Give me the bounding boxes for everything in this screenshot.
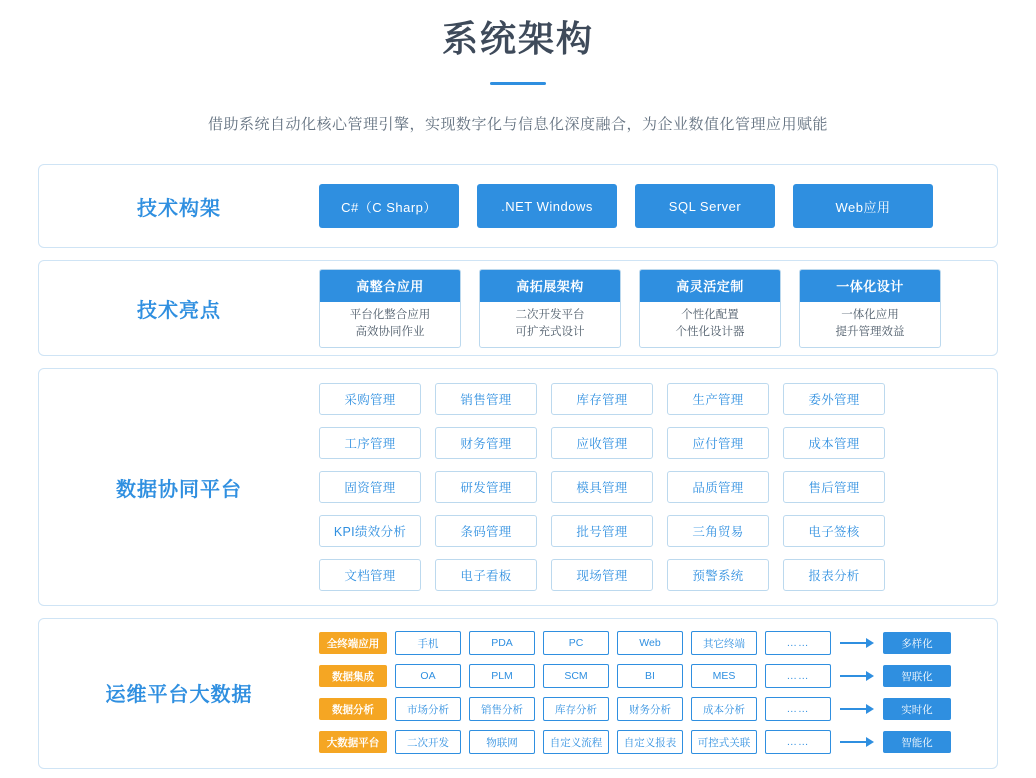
ops-item-chip[interactable]: Web (617, 631, 683, 655)
data-module-chip[interactable]: 库存管理 (551, 383, 653, 415)
highlight-card-title: 高整合应用 (320, 270, 460, 302)
ops-item-chip[interactable]: 库存分析 (543, 697, 609, 721)
section-tech-framework (38, 164, 998, 248)
data-module-chip[interactable]: 预警系统 (667, 559, 769, 591)
highlight-card-line: 一体化应用 (841, 308, 899, 321)
ops-category-chip[interactable]: 大数据平台 (319, 731, 387, 753)
sections-container (38, 164, 998, 769)
ops-row (319, 631, 983, 655)
highlight-card-line: 可扩充式设计 (515, 325, 585, 338)
ops-result-chip[interactable]: 多样化 (883, 632, 951, 654)
ops-item-chip[interactable]: 其它终端 (691, 631, 757, 655)
arrow-right-icon (839, 731, 875, 753)
data-module-chip[interactable]: 销售管理 (435, 383, 537, 415)
ops-row (319, 664, 983, 688)
highlight-card-line: 二次开发平台 (515, 308, 585, 321)
data-module-chip[interactable]: 成本管理 (783, 427, 885, 459)
data-module-chip[interactable]: 研发管理 (435, 471, 537, 503)
section-label-tech-highlights: 技术亮点 (137, 299, 221, 322)
ops-result-chip[interactable]: 智能化 (883, 731, 951, 753)
ops-item-chip[interactable]: …… (765, 664, 831, 688)
tech-chip[interactable]: C#（C Sharp） (319, 184, 459, 228)
ops-item-chip[interactable]: 可控式关联 (691, 730, 757, 754)
arrow-right-icon (839, 665, 875, 687)
ops-item-chip[interactable]: BI (617, 664, 683, 688)
section-data-platform (38, 368, 998, 606)
ops-item-chip[interactable]: PDA (469, 631, 535, 655)
data-module-chip[interactable]: 条码管理 (435, 515, 537, 547)
ops-item-chip[interactable]: 物联网 (469, 730, 535, 754)
highlight-card[interactable] (799, 269, 941, 348)
data-module-chip[interactable]: 电子签核 (783, 515, 885, 547)
tech-chip[interactable]: SQL Server (635, 184, 775, 228)
section-body-tech-highlights (319, 269, 997, 348)
data-module-chip[interactable]: 品质管理 (667, 471, 769, 503)
highlight-card-lines (480, 302, 620, 347)
data-module-chip[interactable]: 文档管理 (319, 559, 421, 591)
section-body-ops-bigdata (319, 631, 997, 754)
data-module-chip[interactable]: 财务管理 (435, 427, 537, 459)
ops-item-chip[interactable]: MES (691, 664, 757, 688)
ops-item-chip[interactable]: PC (543, 631, 609, 655)
arrow-right-icon (839, 698, 875, 720)
data-module-chip[interactable]: 三角贸易 (667, 515, 769, 547)
ops-item-chip[interactable]: 二次开发 (395, 730, 461, 754)
ops-category-chip[interactable]: 数据集成 (319, 665, 387, 687)
data-module-chip[interactable]: 现场管理 (551, 559, 653, 591)
arrow-right-icon (839, 632, 875, 654)
ops-item-chip[interactable]: 手机 (395, 631, 461, 655)
highlight-card-line: 个性化设计器 (675, 325, 745, 338)
ops-row (319, 730, 983, 754)
ops-result-chip[interactable]: 智联化 (883, 665, 951, 687)
page-subtitle: 借助系统自动化核心管理引擎，实现数字化与信息化深度融合，为企业数值化管理应用赋能 (207, 116, 828, 133)
ops-category-chip[interactable]: 全终端应用 (319, 632, 387, 654)
data-module-chip[interactable]: 模具管理 (551, 471, 653, 503)
data-module-chip[interactable]: 售后管理 (783, 471, 885, 503)
page-title: 系统架构 (441, 18, 594, 59)
data-module-chip[interactable]: 应付管理 (667, 427, 769, 459)
page-header (0, 0, 1036, 134)
data-module-chip[interactable]: 固资管理 (319, 471, 421, 503)
highlight-card-lines (800, 302, 940, 347)
highlight-card-lines (640, 302, 780, 347)
tech-chip-row (319, 184, 997, 228)
highlight-card[interactable] (319, 269, 461, 348)
ops-item-chip[interactable]: …… (765, 730, 831, 754)
data-module-chip[interactable]: 报表分析 (783, 559, 885, 591)
ops-item-chip[interactable]: OA (395, 664, 461, 688)
highlight-card-row (319, 269, 997, 348)
ops-item-chip[interactable]: 市场分析 (395, 697, 461, 721)
ops-item-chip[interactable]: 财务分析 (617, 697, 683, 721)
highlight-card-title: 高灵活定制 (640, 270, 780, 302)
highlight-card-line: 平台化整合应用 (349, 308, 431, 321)
highlight-card-line: 个性化配置 (681, 308, 739, 321)
section-label-data-platform: 数据协同平台 (116, 478, 242, 501)
section-body-data-platform (319, 383, 997, 591)
highlight-card-line: 提升管理效益 (835, 325, 905, 338)
ops-result-chip[interactable]: 实时化 (883, 698, 951, 720)
ops-item-chip[interactable]: 成本分析 (691, 697, 757, 721)
title-underline (490, 82, 546, 85)
data-module-chip[interactable]: 委外管理 (783, 383, 885, 415)
data-module-chip[interactable]: 电子看板 (435, 559, 537, 591)
data-module-chip[interactable]: 生产管理 (667, 383, 769, 415)
data-module-chip[interactable]: 批号管理 (551, 515, 653, 547)
section-label-tech-framework: 技术构架 (137, 197, 221, 220)
highlight-card-title: 一体化设计 (800, 270, 940, 302)
tech-chip[interactable]: .NET Windows (477, 184, 617, 228)
section-label-ops-bigdata: 运维平台大数据 (105, 684, 253, 706)
ops-item-chip[interactable]: 销售分析 (469, 697, 535, 721)
tech-chip[interactable]: Web应用 (793, 184, 933, 228)
ops-item-chip[interactable]: …… (765, 697, 831, 721)
section-ops-bigdata (38, 618, 998, 769)
ops-item-chip[interactable]: PLM (469, 664, 535, 688)
data-module-chip[interactable]: 应收管理 (551, 427, 653, 459)
ops-item-chip[interactable]: 自定义报表 (617, 730, 683, 754)
highlight-card-lines (320, 302, 460, 347)
ops-item-chip[interactable]: SCM (543, 664, 609, 688)
data-module-chip[interactable]: 工序管理 (319, 427, 421, 459)
highlight-card-title: 高拓展架构 (480, 270, 620, 302)
ops-row (319, 697, 983, 721)
data-module-chip[interactable]: 采购管理 (319, 383, 421, 415)
highlight-card[interactable] (479, 269, 621, 348)
highlight-card[interactable] (639, 269, 781, 348)
section-tech-highlights (38, 260, 998, 356)
ops-row-list (319, 631, 997, 754)
section-body-tech-framework (319, 184, 997, 228)
ops-item-chip[interactable]: …… (765, 631, 831, 655)
data-module-grid (319, 383, 997, 591)
data-module-chip[interactable]: KPI绩效分析 (319, 515, 421, 547)
highlight-card-line: 高效协同作业 (355, 325, 425, 338)
ops-item-chip[interactable]: 自定义流程 (543, 730, 609, 754)
ops-category-chip[interactable]: 数据分析 (319, 698, 387, 720)
